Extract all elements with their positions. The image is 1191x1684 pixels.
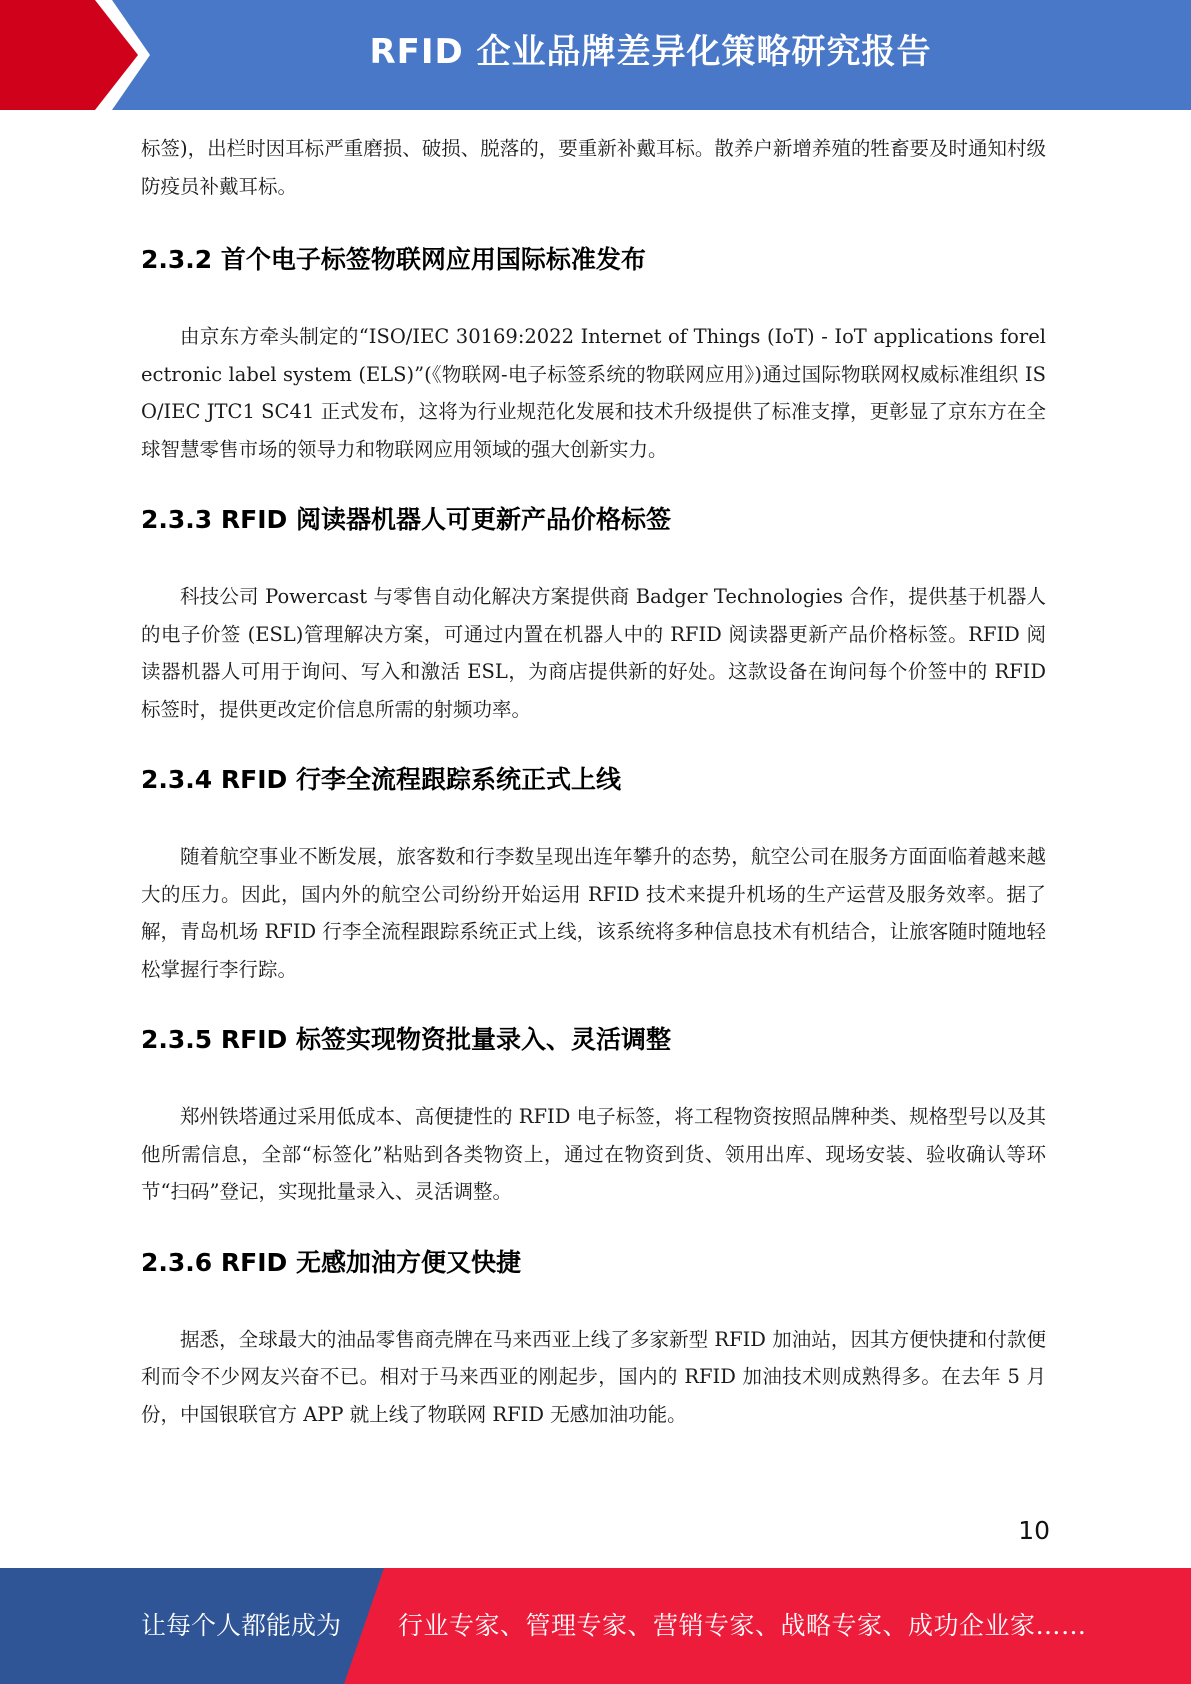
report-title: RFID 企业品牌差异化策略研究报告 (369, 32, 932, 72)
section-paragraph-2-3-4: 随着航空事业不断发展，旅客数和行李数呈现出连年攀升的态势，航空公司在服务方面面临着越来越大的压力。因此，国内外的航空公司纷纷开始运用 RFID 技术来提升机场的生产运营及服务效率。据了解，青岛机场 RFID 行李全流程跟踪系统正式上线，该系统将多种信息技术有机结合，让旅客随时随地轻松掌握行李行踪。 (141, 845, 1046, 981)
page-header (0, 0, 1191, 110)
page-number: 10 (1018, 1516, 1050, 1545)
section-heading-2-3-4: 2.3.4 RFID 行李全流程跟踪系统正式上线 (141, 765, 621, 794)
intro-paragraph: 标签)，出栏时因耳标严重磨损、破损、脱落的，要重新补戴耳标。散养户新增养殖的牲畜要及时通知村级防疫员补戴耳标。 (141, 137, 1046, 198)
page-content (141, 130, 1046, 1433)
footer-slogan-right: 行业专家、管理专家、营销专家、战略专家、成功企业家…… (398, 1611, 1087, 1640)
section-paragraph-2-3-3: 科技公司 Powercast 与零售自动化解决方案提供商 Badger Technologies 合作，提供基于机器人的电子价签 (ESL)管理解决方案，可通过内置在机器人中的 RFID 阅读器更新产品价格标签。RFID 阅读器机器人可用于询问、写入和激活 ESL，为商店提供新的好处。这款设备在询问每个价签中的 RFID 标签时，提供更改定价信息所需的射频功率。 (141, 585, 1046, 721)
section-heading-2-3-5: 2.3.5 RFID 标签实现物资批量录入、灵活调整 (141, 1025, 671, 1054)
page-footer (0, 1568, 1191, 1684)
section-heading-2-3-3: 2.3.3 RFID 阅读器机器人可更新产品价格标签 (141, 505, 671, 534)
section-heading-2-3-6: 2.3.6 RFID 无感加油方便又快捷 (141, 1247, 521, 1277)
section-paragraph-2-3-5: 郑州铁塔通过采用低成本、高便捷性的 RFID 电子标签，将工程物资按照品牌种类、规格型号以及其他所需信息，全部“标签化”粘贴到各类物资上，通过在物资到货、领用出库、现场安装、验收确认等环节“扫码”登记，实现批量录入、灵活调整。 (141, 1105, 1046, 1203)
section-heading-2-3-2: 2.3.2 首个电子标签物联网应用国际标准发布 (141, 245, 646, 274)
section-paragraph-2-3-6: 据悉，全球最大的油品零售商壳牌在马来西亚上线了多家新型 RFID 加油站，因其方便快捷和付款便利而令不少网友兴奋不已。相对于马来西亚的刚起步，国内的 RFID 加油技术则成熟得多。在去年 5 月份，中国银联官方 APP 就上线了物联网 RFID 无感加油功能。 (141, 1327, 1046, 1426)
footer-slogan-left: 让每个人都能成为 (141, 1611, 342, 1640)
section-paragraph-2-3-2: 由京东方牵头制定的“ISO/IEC 30169:2022 Internet of Things (IoT) - IoT applications forelectronic label system (ELS)”(《物联网-电子标签系统的物联网应用》)通过国际物联网权威标准组织 ISO/IEC JTC1 SC41 正式发布，这将为行业规范化发展和技术升级提供了标准支撑，更彰显了京东方在全球智慧零售市场的领导力和物联网应用领域的强大创新实力。 (141, 325, 1046, 461)
